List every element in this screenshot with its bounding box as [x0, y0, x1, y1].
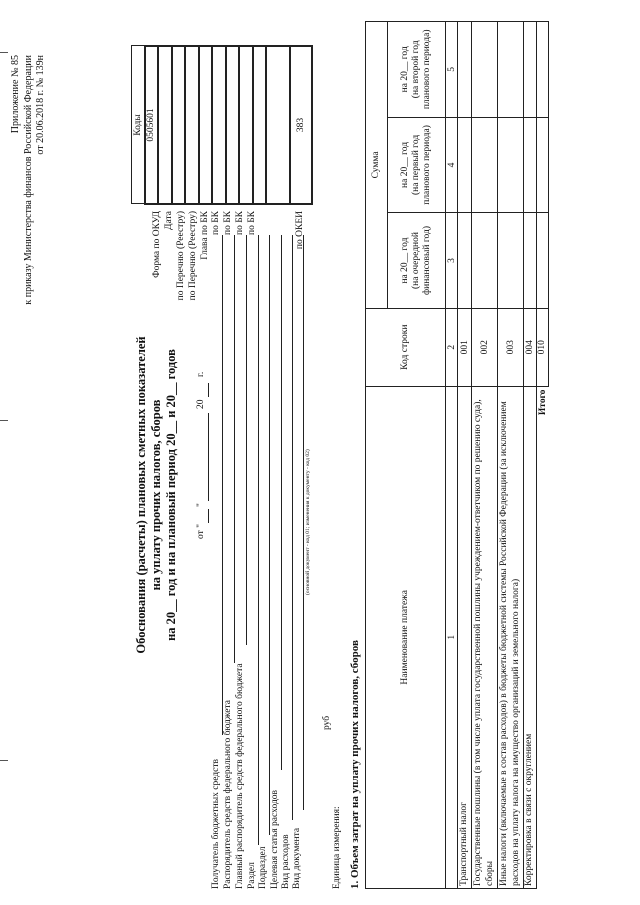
- document-code-note: (основной документ - код 01; изменения к документу - код 02): [305, 449, 311, 595]
- col-header-sum: Сумма: [366, 22, 388, 309]
- codes-okud-value: 0505601: [145, 46, 159, 204]
- col-header-year-1: [388, 213, 446, 309]
- label-main-distributor: Главный распорядитель средств федерального бюджета: [235, 663, 245, 889]
- form-title-line3: на 20__ год и на плановый период 20__ и 20__ годов: [164, 349, 178, 641]
- scan-edge-mark: [0, 420, 8, 421]
- total-sum-year-3: [536, 22, 548, 118]
- row-code: 002: [472, 308, 498, 386]
- col-header-year-1-line-2: (на очередной: [411, 232, 422, 289]
- col-header-line-code: Код строки: [366, 308, 446, 386]
- col-header-payment-name: Наименование платежа: [366, 386, 446, 888]
- col-number-1: 1: [446, 386, 458, 888]
- form-title-line2: на уплату прочих налогов, сборов: [149, 399, 163, 591]
- codes-bk-3-value: [239, 46, 253, 204]
- codes-label-okei: по ОКЕИ: [295, 211, 305, 250]
- appendix-number: Приложение № 85: [10, 55, 21, 134]
- unit-label: Единица измерения:: [332, 806, 342, 889]
- field-line-document-type: [303, 235, 304, 810]
- label-subsection: Подраздел: [258, 846, 268, 889]
- row-sum-year-3: [472, 22, 498, 118]
- field-line-section: [258, 235, 259, 845]
- row-sum-year-2: [498, 117, 524, 213]
- codes-label-okud: Форма по ОКУД: [152, 211, 162, 278]
- field-line-target-article: [281, 235, 282, 770]
- total-row: [536, 22, 548, 889]
- col-number-5: 5: [446, 22, 458, 118]
- codes-table: [131, 45, 313, 205]
- row-sum-year-1: [458, 213, 472, 309]
- col-header-year-1-line-1: на 20__ год: [400, 237, 411, 284]
- col-header-year-3-line-2: (на второй год: [411, 40, 422, 99]
- date-quote: ": [196, 503, 206, 507]
- codes-registry-1-value: [172, 46, 186, 204]
- col-header-year-3-line-3: планового периода): [421, 29, 432, 110]
- field-line-distributor: [234, 235, 235, 663]
- codes-header: Коды: [132, 46, 145, 204]
- codes-chapter-value: [199, 46, 213, 204]
- row-sum-year-2: [524, 117, 537, 213]
- codes-label-bk-2: по БК: [223, 211, 233, 236]
- row-code: 003: [498, 308, 524, 386]
- order-date: от 20.06.2018 г. № 139н: [35, 55, 46, 155]
- col-number-3: 3: [446, 213, 458, 309]
- scan-edge-mark: [0, 760, 8, 761]
- codes-label-date: Дата: [164, 211, 174, 230]
- section-1-heading: 1. Объем затрат на уплату прочих налогов, сборов: [349, 640, 361, 889]
- label-recipient: Получатель бюджетных средств: [211, 759, 221, 889]
- col-header-year-2: [388, 117, 446, 213]
- unit-value: руб: [322, 715, 332, 730]
- col-number-4: 4: [446, 117, 458, 213]
- label-document-type: Вид документа: [292, 827, 302, 889]
- date-month-line: [208, 413, 209, 501]
- table-row: [498, 22, 524, 889]
- field-line-subsection: [269, 235, 270, 835]
- codes-okei-value: 383: [290, 46, 312, 204]
- date-year: 20: [196, 399, 206, 409]
- row-sum-year-3: [498, 22, 524, 118]
- row-sum-year-2: [472, 117, 498, 213]
- col-header-year-2-line-3: планового периода): [421, 125, 432, 205]
- tax-payments-table: [365, 21, 549, 889]
- date-suffix: г.: [196, 371, 206, 377]
- total-code: 010: [536, 308, 548, 386]
- col-header-year-2-line-1: на 20__ год: [400, 141, 411, 188]
- order-reference: к приказу Министерства финансов Российской Федерации: [23, 55, 34, 305]
- table-row: [458, 22, 472, 889]
- row-name-other-taxes: Иные налоги (включаемые в состав расходов) в бюджеты бюджетной системы Российской Федерации (за исключением расходов на уплату налога на имущество организаций и земельного налога): [498, 386, 524, 888]
- total-sum-year-1: [536, 213, 548, 309]
- label-expense-type: Вид расходов: [281, 834, 291, 889]
- codes-label-chapter: Глава по БК: [200, 211, 210, 260]
- codes-bk-1-value: [212, 46, 226, 204]
- date-year-line: [208, 383, 209, 397]
- field-line-expense-type: [292, 235, 293, 820]
- row-name-state-duties: Государственные пошлины (в том числе уплата государственной пошлины учреждением-ответчиком по решению суда), сборы: [472, 386, 498, 888]
- scan-edge-mark: [0, 52, 8, 53]
- row-name-transport-tax: Транспортный налог: [458, 386, 472, 888]
- date-prefix: от ": [196, 523, 206, 539]
- row-sum-year-1: [498, 213, 524, 309]
- col-number-2: 2: [446, 308, 458, 386]
- codes-label-bk-1: по БК: [211, 211, 221, 236]
- label-section: Раздел: [247, 862, 257, 889]
- row-code: 004: [524, 308, 537, 386]
- rotated-form-sheet: [5, 15, 635, 895]
- col-header-year-1-line-3: финансовый год): [421, 225, 432, 296]
- field-line-main-distributor: [246, 235, 247, 645]
- total-sum-year-2: [536, 117, 548, 213]
- field-line-recipient: [222, 235, 223, 735]
- row-sum-year-3: [458, 22, 472, 118]
- codes-label-bk-4: по БК: [247, 211, 257, 236]
- col-header-year-3: [388, 22, 446, 118]
- codes-label-registry-2: по Перечню (Реестру): [188, 211, 198, 301]
- codes-extra-value: [266, 46, 290, 204]
- form-title: Обоснования (расчеты) плановых сметных показателей: [134, 336, 148, 654]
- table-row: [472, 22, 498, 889]
- col-header-year-2-line-2: (на первый год: [411, 134, 422, 196]
- row-name-rounding: Корректировка в связи с округлением: [524, 386, 537, 888]
- label-distributor: Распорядитель средств федерального бюджета: [223, 700, 233, 889]
- total-label: Итого: [537, 389, 548, 416]
- row-sum-year-1: [472, 213, 498, 309]
- date-day-line: [208, 509, 209, 523]
- codes-registry-2-value: [185, 46, 199, 204]
- col-header-year-3-line-1: на 20__ год: [400, 46, 411, 93]
- codes-bk-2-value: [226, 46, 240, 204]
- codes-label-bk-3: по БК: [235, 211, 245, 236]
- row-code: 001: [458, 308, 472, 386]
- label-target-article: Целевая статья расходов: [270, 789, 280, 889]
- row-sum-year-1: [524, 213, 537, 309]
- codes-bk-4-value: [253, 46, 267, 204]
- table-row: [524, 22, 537, 889]
- codes-date-value: [158, 46, 172, 204]
- row-sum-year-3: [524, 22, 537, 118]
- row-sum-year-2: [458, 117, 472, 213]
- codes-label-registry-1: по Перечню (Реестру): [176, 211, 186, 301]
